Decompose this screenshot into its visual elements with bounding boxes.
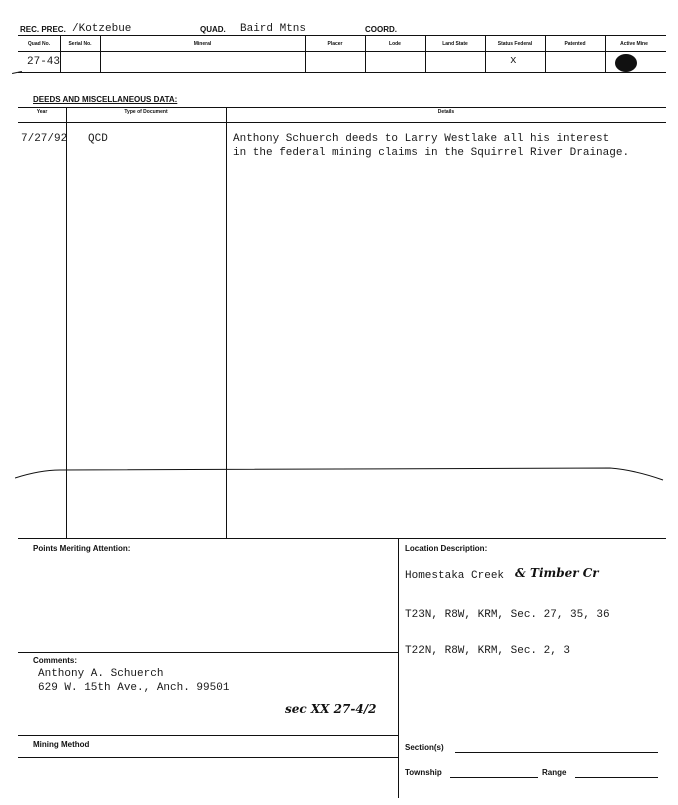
comments-label: Comments: — [33, 656, 78, 665]
coord-label: COORD. — [365, 25, 397, 34]
record-status-federal: x — [510, 55, 517, 67]
location-line2: T23N, R8W, KRM, Sec. 27, 35, 36 — [405, 609, 610, 621]
section-label: Section(s) — [405, 743, 444, 752]
location-line3: T22N, R8W, KRM, Sec. 2, 3 — [405, 645, 571, 657]
comments-handwritten-note: sec XX 27-4/2 — [285, 702, 377, 716]
deed-details-line1: Anthony Schuerch deeds to Larry Westlake all his interest — [233, 133, 610, 145]
col-placer: Placer — [327, 40, 343, 47]
range-fill-line — [575, 777, 658, 778]
deeds-col-type: Type of Document — [124, 109, 168, 115]
hdr-sep-4 — [365, 36, 366, 72]
hdr-sep-1 — [60, 36, 61, 72]
rec-prec-value: /Kotzebue — [72, 23, 132, 35]
mining-top-rule — [18, 735, 398, 736]
comments-name: Anthony A. Schuerch — [38, 668, 164, 680]
deeds-header-rule — [18, 122, 666, 123]
hdr-sep-3 — [305, 36, 306, 72]
bottom-top-rule — [18, 538, 666, 539]
hdr-sep-5 — [425, 36, 426, 72]
col-patented: Patented — [564, 40, 586, 47]
deed-details-line2: in the federal mining claims in the Squirrel River Drainage. — [233, 147, 630, 159]
header-top-rule — [18, 35, 666, 36]
hdr-sep-7 — [545, 36, 546, 72]
location-line1-typed: Homestaka Creek — [405, 570, 505, 582]
section-fill-line — [455, 752, 658, 753]
comments-top-rule — [18, 652, 398, 653]
rec-prec-label: REC. PREC. — [20, 25, 66, 34]
col-land-state: Land State — [442, 40, 468, 47]
quad-label: QUAD. — [200, 25, 226, 34]
col-mineral: Mineral — [193, 40, 212, 47]
comments-address: 629 W. 15th Ave., Anch. 99501 — [38, 682, 230, 694]
deeds-col-details: Details — [437, 109, 455, 115]
col-lode: Lode — [389, 40, 401, 47]
hdr-sep-8 — [605, 36, 606, 72]
header-bottom-rule — [18, 72, 666, 73]
header-mid-rule — [18, 51, 666, 52]
deeds-col-year: Year — [36, 109, 48, 115]
township-label: Township — [405, 768, 442, 777]
deeds-top-rule — [18, 107, 666, 108]
col-status-federal: Status Federal — [497, 40, 533, 47]
active-mine-mark — [615, 54, 637, 72]
bottom-center-divider — [398, 538, 399, 798]
mining-bottom-rule — [18, 757, 398, 758]
hdr-sep-2 — [100, 36, 101, 72]
location-line1-handwritten: & Timber Cr — [515, 566, 599, 580]
col-serial-no: Serial No. — [68, 40, 92, 47]
location-label: Location Description: — [405, 544, 488, 553]
record-quad-no: 27-43 — [27, 56, 61, 68]
deeds-section-title: DEEDS AND MISCELLANEOUS DATA: — [33, 95, 178, 104]
hdr-sep-6 — [485, 36, 486, 72]
township-fill-line — [450, 777, 538, 778]
points-label: Points Meriting Attention: — [33, 544, 131, 553]
mining-method-label: Mining Method — [33, 740, 90, 749]
deed-type: QCD — [88, 133, 108, 145]
col-active-mine: Active Mine — [620, 40, 648, 47]
quad-value: Baird Mtns — [240, 23, 307, 35]
page-crease — [15, 462, 665, 486]
range-label: Range — [542, 768, 567, 777]
col-quad-no: Quad No. — [27, 40, 51, 47]
deed-year: 7/27/92 — [21, 133, 68, 145]
